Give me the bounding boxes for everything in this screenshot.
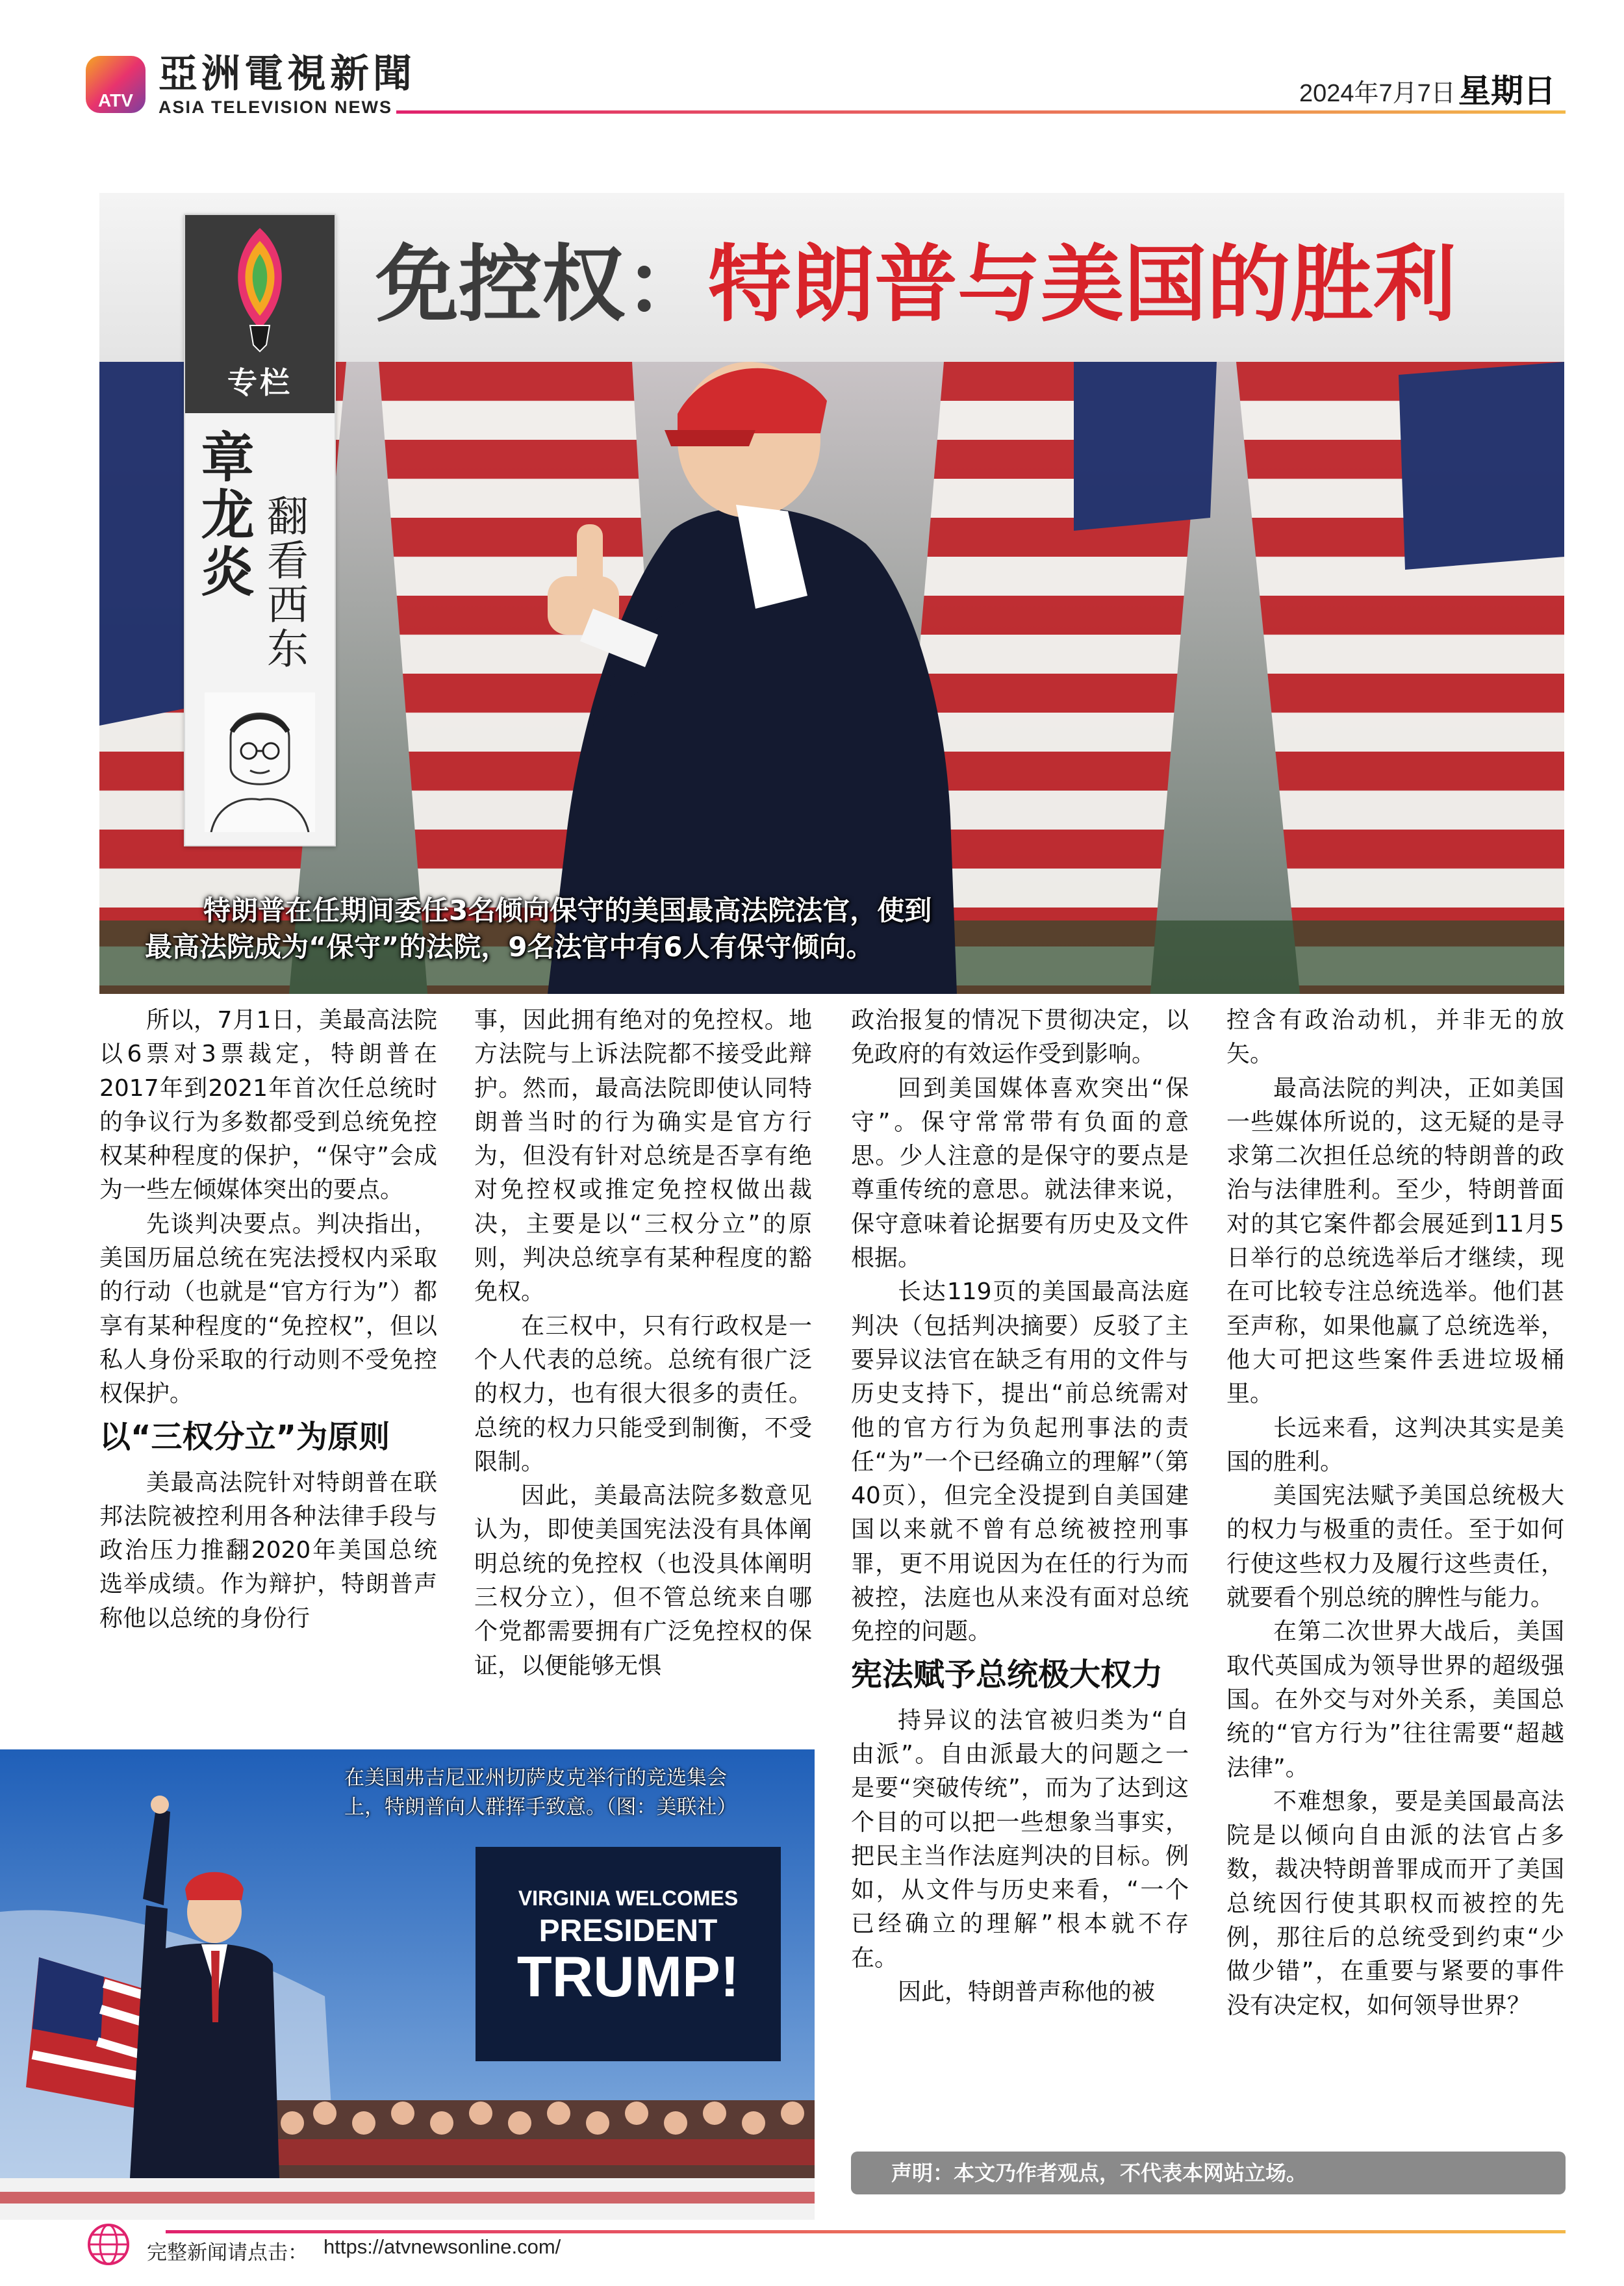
campaign-sign — [476, 1847, 781, 2061]
paragraph: 先谈判决要点。判决指出，美国历届总统在宪法授权内采取的行动（也就是“官方行为”）都享有某种程度的“免控权”，但以私人身份采取的行动则不受免控权保护。 — [99, 1210, 437, 1408]
header-divider — [396, 110, 1566, 114]
paragraph: 最高法院的判决，正如美国一些媒体所说的，这无疑的是寻求第二次担任总统的特朗普的政治与法律胜利。至少，特朗普面对的其它案件都会展延到11月5日举行的总统选举后才继续，现在可比较专注总统选举。他们甚至声称，如果他赢了总统选举，他大可把这些案件丢进垃圾桶里。 — [1226, 1074, 1564, 1408]
quill-logo-icon — [185, 215, 335, 358]
rally-photo — [0, 1749, 815, 2220]
footer-label: 完整新闻请点击： — [147, 2241, 308, 2265]
column-label: 专栏 — [227, 365, 292, 400]
rally-photo-caption: 在美国弗吉尼亚州切萨皮克举行的竞选集会上，特朗普向人群挥手致意。（图：美联社） — [344, 1766, 737, 1819]
brand-name-cn: 亞洲電視新聞 — [159, 51, 416, 97]
sign-line-1: VIRGINIA WELCOMES — [518, 1886, 739, 1910]
brand-name-en: ASIA TELEVISION NEWS — [159, 97, 393, 117]
paragraph: 长远来看，这判决其实是美国的胜利。 — [1226, 1414, 1564, 1475]
article-headline — [375, 236, 1457, 333]
sign-line-2: PRESIDENT — [539, 1914, 718, 1948]
column-name: 翻看西东 — [260, 494, 308, 671]
section-heading-constitution-powers: 宪法赋予总统极大权力 — [851, 1656, 1163, 1693]
headline-part-2: 特朗普与美国的胜利 — [708, 236, 1457, 333]
atv-logo-badge-text: ATV — [98, 90, 133, 110]
author-name: 章龙炎 — [192, 429, 255, 601]
paragraph: 持异议的法官被归类为“自由派”。自由派最大的问题之一是要“突破传统”，而为了达到这个目的可以把一些想象当事实，把民主当作法庭判决的目标。例如，从文件与历史来看，“一个已经确立的理解”根本就不存在。 — [851, 1707, 1189, 1972]
paragraph: 事，因此拥有绝对的免控权。地方法院与上诉法院都不接受此辩护。然而，最高法院即使认同特朗普当时的行为确实是官方行为，但没有针对总统是否享有绝对免控权或推定免控权做出裁决，主要是以“三权分立”的原则，判决总统享有某种程度的豁免权。 — [474, 1007, 812, 1306]
column-badge — [185, 215, 335, 413]
author-portrait — [205, 692, 315, 832]
paragraph: 美国宪法赋予美国总统极大的权力与极重的责任。至于如何行使这些权力及履行这些责任，就要看个别总统的脾性与能力。 — [1226, 1482, 1564, 1612]
paragraph: 长达119页的美国最高法庭判决（包括判决摘要）反驳了主要异议法官在缺乏有用的文件与历史支持下，提出“前总统需对他的官方行为负起刑事法的责任“为”一个已经确立的理解”（第40页），但完全没提到自美国建国以来就不曾有总统被控刑事罪，更不用说因为在任的行为而被控，法庭也从来没有面对总统免控的问题。 — [851, 1278, 1189, 1645]
paragraph: 政治报复的情况下贯彻决定，以免政府的有效运作受到影响。 — [851, 1007, 1189, 1068]
paragraph: 不难想象，要是美国最高法院是以倾向自由派的法官占多数，裁决特朗普罪成而开了美国总统因行使其职权而被控的先例，那往后的总统受到约束“少做少错”，在重要与紧要的事件没有决定权，如何领导世界？ — [1226, 1788, 1564, 2019]
globe-icon — [84, 2220, 133, 2268]
paragraph: 所以，7月1日，美最高法院以6票对3票裁定，特朗普在2017年到2021年首次任总统时的争议行为多数都受到总统免控权某种程度的保护，“保守”会成为一些左倾媒体突出的要点。 — [99, 1007, 437, 1204]
paragraph: 控含有政治动机，并非无的放矢。 — [1226, 1007, 1564, 1068]
hero-caption-line-1: 特朗普在任期间委任3名倾向保守的美国最高法院法官，使到 — [203, 895, 932, 926]
issue-weekday: 星期日 — [1458, 72, 1556, 110]
article-column-2 — [474, 1004, 812, 1683]
section-heading-separation-of-powers: 以“三权分立”为原则 — [99, 1418, 390, 1455]
headline-part-1: 免控权： — [375, 236, 709, 333]
issue-date: 2024年7月7日 — [1299, 80, 1456, 107]
columnist-card — [184, 214, 336, 846]
hero-caption-line-2: 最高法院成为“保守”的法院，9名法官中有6人有保守倾向。 — [145, 931, 874, 963]
hero-photo-caption — [145, 893, 1184, 965]
article-column-1 — [99, 1004, 437, 1636]
paragraph: 在第二次世界大战后，美国取代英国成为领导世界的超级强国。在外交与对外关系，美国总统的“官方行为”往往需要“超越法律”。 — [1226, 1618, 1564, 1781]
disclaimer-text: 声明：本文乃作者观点，不代表本网站立场。 — [891, 2161, 1308, 2185]
article-column-3 — [851, 1004, 1189, 2009]
disclaimer-box — [851, 2152, 1566, 2194]
paragraph: 在三权中，只有行政权是一个人代表的总统。总统有很广泛的权力，也有很大很多的责任。总统的权力只能受到制衡，不受限制。 — [474, 1312, 812, 1475]
atv-logo-icon — [83, 53, 148, 116]
footer-news-link[interactable]: https://atvnewsonline.com/ — [324, 2235, 561, 2258]
footer-divider — [166, 2230, 1566, 2233]
article-column-4 — [1226, 1004, 1564, 2023]
hero-banner — [99, 193, 1564, 994]
paragraph: 美最高法院针对特朗普在联邦法院被控利用各种法律手段与政治压力推翻2020年美国总统选举成绩。作为辩护，特朗普声称他以总统的身份行 — [99, 1469, 437, 1632]
paragraph: 回到美国媒体喜欢突出“保守”。保守常常带有负面的意思。少人注意的是保守的要点是尊重传统的意思。就法律来说，保守意味着论据要有历史及文件根据。 — [851, 1074, 1189, 1272]
paragraph: 因此，特朗普声称他的被 — [898, 1979, 1156, 2006]
sign-line-3: TRUMP! — [516, 1944, 740, 2009]
paragraph: 因此，美最高法院多数意见认为，即使美国宪法没有具体阐明总统的免控权（也没具体阐明三权分立），但不管总统来自哪个党都需要拥有广泛免控权的保证，以便能够无惧 — [474, 1482, 812, 1679]
